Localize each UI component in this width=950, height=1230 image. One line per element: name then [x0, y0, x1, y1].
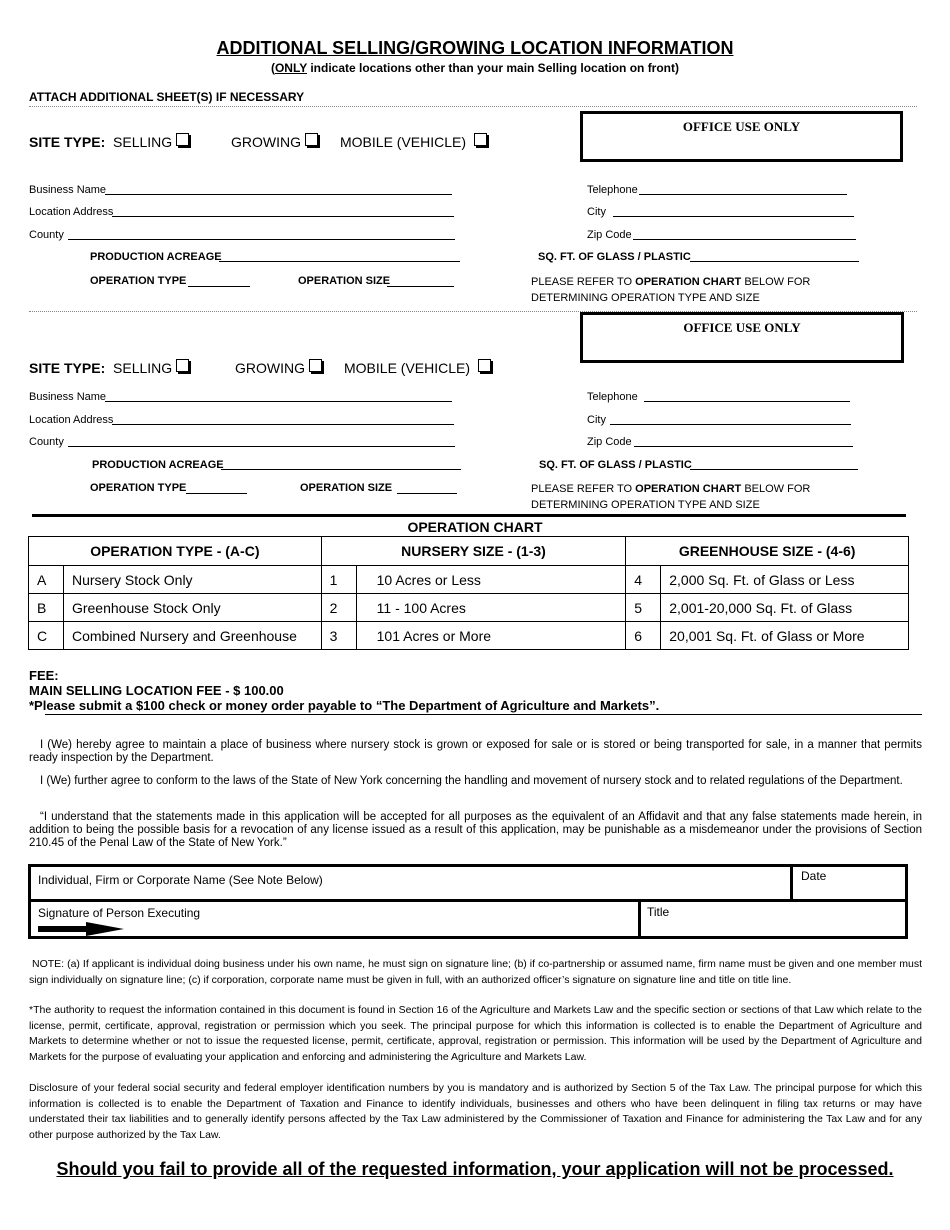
greenhouse-desc: 2,000 Sq. Ft. of Glass or Less	[661, 566, 909, 594]
location-address-field[interactable]	[112, 216, 454, 217]
operation-size-field[interactable]	[397, 493, 457, 494]
fee-block	[29, 668, 659, 713]
selling-checkbox[interactable]	[176, 133, 189, 146]
city-field[interactable]	[610, 424, 851, 425]
type-code: B	[29, 594, 64, 622]
mobile-checkbox[interactable]	[474, 133, 487, 146]
county-field[interactable]	[68, 446, 455, 447]
selling-checkbox[interactable]	[176, 359, 189, 372]
nursery-code: 2	[321, 594, 356, 622]
operation-type-field[interactable]	[186, 493, 247, 494]
zip-code-field[interactable]	[634, 446, 853, 447]
fee-submit-note: *Please submit a $100 check or money order payable to “The Department of Agriculture and Markets”.	[29, 698, 660, 713]
nursery-code: 3	[321, 622, 356, 650]
zip-code-label: Zip Code	[587, 436, 632, 448]
site-type-row-2: SITE TYPE: SELLING	[29, 359, 189, 376]
city-label: City	[587, 414, 606, 426]
agreement-1: I (We) hereby agree to maintain a place of business where nursery stock is grown or exposed for sale or is stored or being transported for sale, in a manner that permits ready inspection by the Department.	[29, 739, 922, 764]
name-field[interactable]	[28, 861, 788, 899]
business-name-field[interactable]	[105, 194, 452, 195]
operation-size-label: OPERATION SIZE	[300, 482, 393, 494]
operation-type-label: OPERATION TYPE	[90, 482, 187, 494]
main-fee: MAIN SELLING LOCATION FEE - $ 100.00	[29, 683, 284, 698]
table-row	[29, 594, 909, 622]
table-row	[29, 566, 909, 594]
growing-checkbox[interactable]	[305, 133, 318, 146]
sq-ft-glass-field[interactable]	[690, 261, 859, 262]
affidavit-statement: “I understand that the statements made in this application will be accepted for all purposes as the equivalent of an Affidavit and that any false statements made herein, in addition to being the possible basis for a revocation of any license issued as a result of this application, may be punishable as a misdemeanor under the provisions of Section 210.45 of the Penal Law of the State of New York.”	[29, 811, 922, 849]
disclosure-paragraph: Disclosure of your federal social security and federal employer identification numbers by you is mandatory and is authorized by Section 5 of the Tax Law. The principal purpose for which this information is collected is to enable the Department of Taxation and Finance to identify individuals, businesses and others who have been delinquent in filing tax returns or may have understated their tax liabilities and to generally identify persons affected by the Tax Law administered by the Commissioner of Taxation and Finance for administering the Tax Law and for any other purpose authorized by the Tax Law.	[29, 1082, 922, 1141]
county-label: County	[29, 229, 64, 241]
form-subtitle: (ONLY indicate locations other than your main Selling location on front)	[270, 61, 680, 75]
location-address-label: Location Address	[29, 206, 114, 218]
footer-warning: Should you fail to provide all of the requested information, your application will not be processed.	[56, 1159, 894, 1179]
chart-header-nursery: NURSERY SIZE - (1-3)	[321, 537, 626, 566]
operation-size-label: OPERATION SIZE	[298, 275, 391, 287]
business-name-label: Business Name	[29, 184, 107, 196]
location-address-field[interactable]	[112, 424, 454, 425]
business-name-field[interactable]	[105, 401, 452, 402]
agreement-2: I (We) further agree to conform to the laws of the State of New York concerning the handling and movement of nursery stock and to related regulations of the Department.	[40, 775, 903, 787]
growing-option-1: GROWING	[231, 133, 318, 150]
telephone-label: Telephone	[587, 184, 638, 196]
city-label: City	[587, 206, 606, 218]
mobile-checkbox[interactable]	[478, 359, 491, 372]
city-field[interactable]	[613, 216, 854, 217]
office-use-box: OFFICE USE ONLY	[580, 111, 903, 162]
location-address-label: Location Address	[29, 414, 114, 426]
county-field[interactable]	[68, 239, 455, 240]
refer-note-2: PLEASE REFER TO OPERATION CHART BELOW FOR DETERMINING OPERATION TYPE AND SIZE	[531, 483, 811, 511]
operation-type-field[interactable]	[188, 286, 250, 287]
nursery-desc: 11 - 100 Acres	[356, 594, 626, 622]
attach-note: ATTACH ADDITIONAL SHEET(S) IF NECESSARY	[29, 90, 305, 104]
name-label: Individual, Firm or Corporate Name (See Note Below)	[38, 873, 323, 887]
mobile-option-1: MOBILE (VEHICLE)	[340, 133, 487, 150]
form-title: ADDITIONAL SELLING/GROWING LOCATION INFORMATION	[216, 38, 734, 58]
zip-code-label: Zip Code	[587, 229, 632, 241]
telephone-field[interactable]	[639, 194, 847, 195]
table-row	[29, 622, 909, 650]
greenhouse-desc: 20,001 Sq. Ft. of Glass or More	[661, 622, 909, 650]
sq-ft-glass-label: SQ. FT. OF GLASS / PLASTIC	[539, 459, 692, 471]
type-desc: Nursery Stock Only	[63, 566, 321, 594]
type-desc: Combined Nursery and Greenhouse	[63, 622, 321, 650]
growing-checkbox[interactable]	[309, 359, 322, 372]
greenhouse-code: 4	[626, 566, 661, 594]
chart-header-type: OPERATION TYPE - (A-C)	[29, 537, 322, 566]
operation-type-label: OPERATION TYPE	[90, 275, 187, 287]
greenhouse-desc: 2,001-20,000 Sq. Ft. of Glass	[661, 594, 909, 622]
nursery-desc: 101 Acres or More	[356, 622, 626, 650]
operation-size-field[interactable]	[387, 286, 454, 287]
refer-note-1: PLEASE REFER TO OPERATION CHART BELOW FOR DETERMINING OPERATION TYPE AND SIZE	[531, 276, 811, 304]
type-code: A	[29, 566, 64, 594]
production-acreage-field[interactable]	[219, 261, 460, 262]
signature-field[interactable]	[28, 899, 633, 939]
note-paragraph: NOTE: (a) If applicant is individual doing business under his own name, he must sign on signature line; (b) if co-partnership or assumed name, firm name must be given and one member must sign individually on signature line; (c) if corporation, corporate name must be given in full, with an authorized officer’s signature on signature line and title on title line.	[29, 958, 922, 986]
fee-underline	[45, 714, 922, 715]
fee-label: FEE:	[29, 668, 59, 683]
telephone-label: Telephone	[587, 391, 638, 403]
mobile-option-2: MOBILE (VEHICLE)	[344, 359, 491, 376]
nursery-desc: 10 Acres or Less	[356, 566, 626, 594]
sq-ft-glass-label: SQ. FT. OF GLASS / PLASTIC	[538, 251, 691, 263]
greenhouse-code: 6	[626, 622, 661, 650]
divider	[29, 106, 917, 107]
operation-chart-title: OPERATION CHART	[407, 519, 543, 535]
nursery-code: 1	[321, 566, 356, 594]
sq-ft-glass-field[interactable]	[690, 469, 858, 470]
section-divider	[32, 514, 906, 517]
business-name-label: Business Name	[29, 391, 107, 403]
operation-chart-table	[28, 536, 909, 650]
date-field[interactable]	[790, 861, 905, 899]
site-type-row-1: SITE TYPE: SELLING	[29, 133, 189, 150]
authority-paragraph: *The authority to request the information contained in this document is found in Section 16 of the Agriculture and Markets Law and the specific section or sections of that Law which relate to the license, permit, certificate, approval, registration or permission which you seek. The principal purpose for which this information is collected is to enable the Department of Agriculture and Markets to determine whether or not to issue the requested license, permit, certificate, approval, registration or permission. This information will be used by the Department of Agriculture and Markets for the purpose of evaluating your application and enforcing and administering the Agriculture and Markets Law.	[29, 1004, 922, 1063]
office-use-box: OFFICE USE ONLY	[580, 312, 904, 363]
date-label: Date	[801, 869, 827, 883]
telephone-field[interactable]	[644, 401, 850, 402]
chart-header-greenhouse: GREENHOUSE SIZE - (4-6)	[626, 537, 909, 566]
title-field[interactable]	[640, 899, 905, 939]
type-code: C	[29, 622, 64, 650]
title-label: Title	[647, 905, 670, 919]
production-acreage-label: PRODUCTION ACREAGE	[90, 251, 222, 263]
county-label: County	[29, 436, 64, 448]
chart-header-row	[29, 537, 909, 566]
type-desc: Greenhouse Stock Only	[63, 594, 321, 622]
growing-option-2: GROWING	[235, 359, 322, 376]
production-acreage-label: PRODUCTION ACREAGE	[92, 459, 224, 471]
production-acreage-field[interactable]	[221, 469, 461, 470]
zip-code-field[interactable]	[633, 239, 856, 240]
signature-label: Signature of Person Executing	[38, 906, 201, 920]
greenhouse-code: 5	[626, 594, 661, 622]
